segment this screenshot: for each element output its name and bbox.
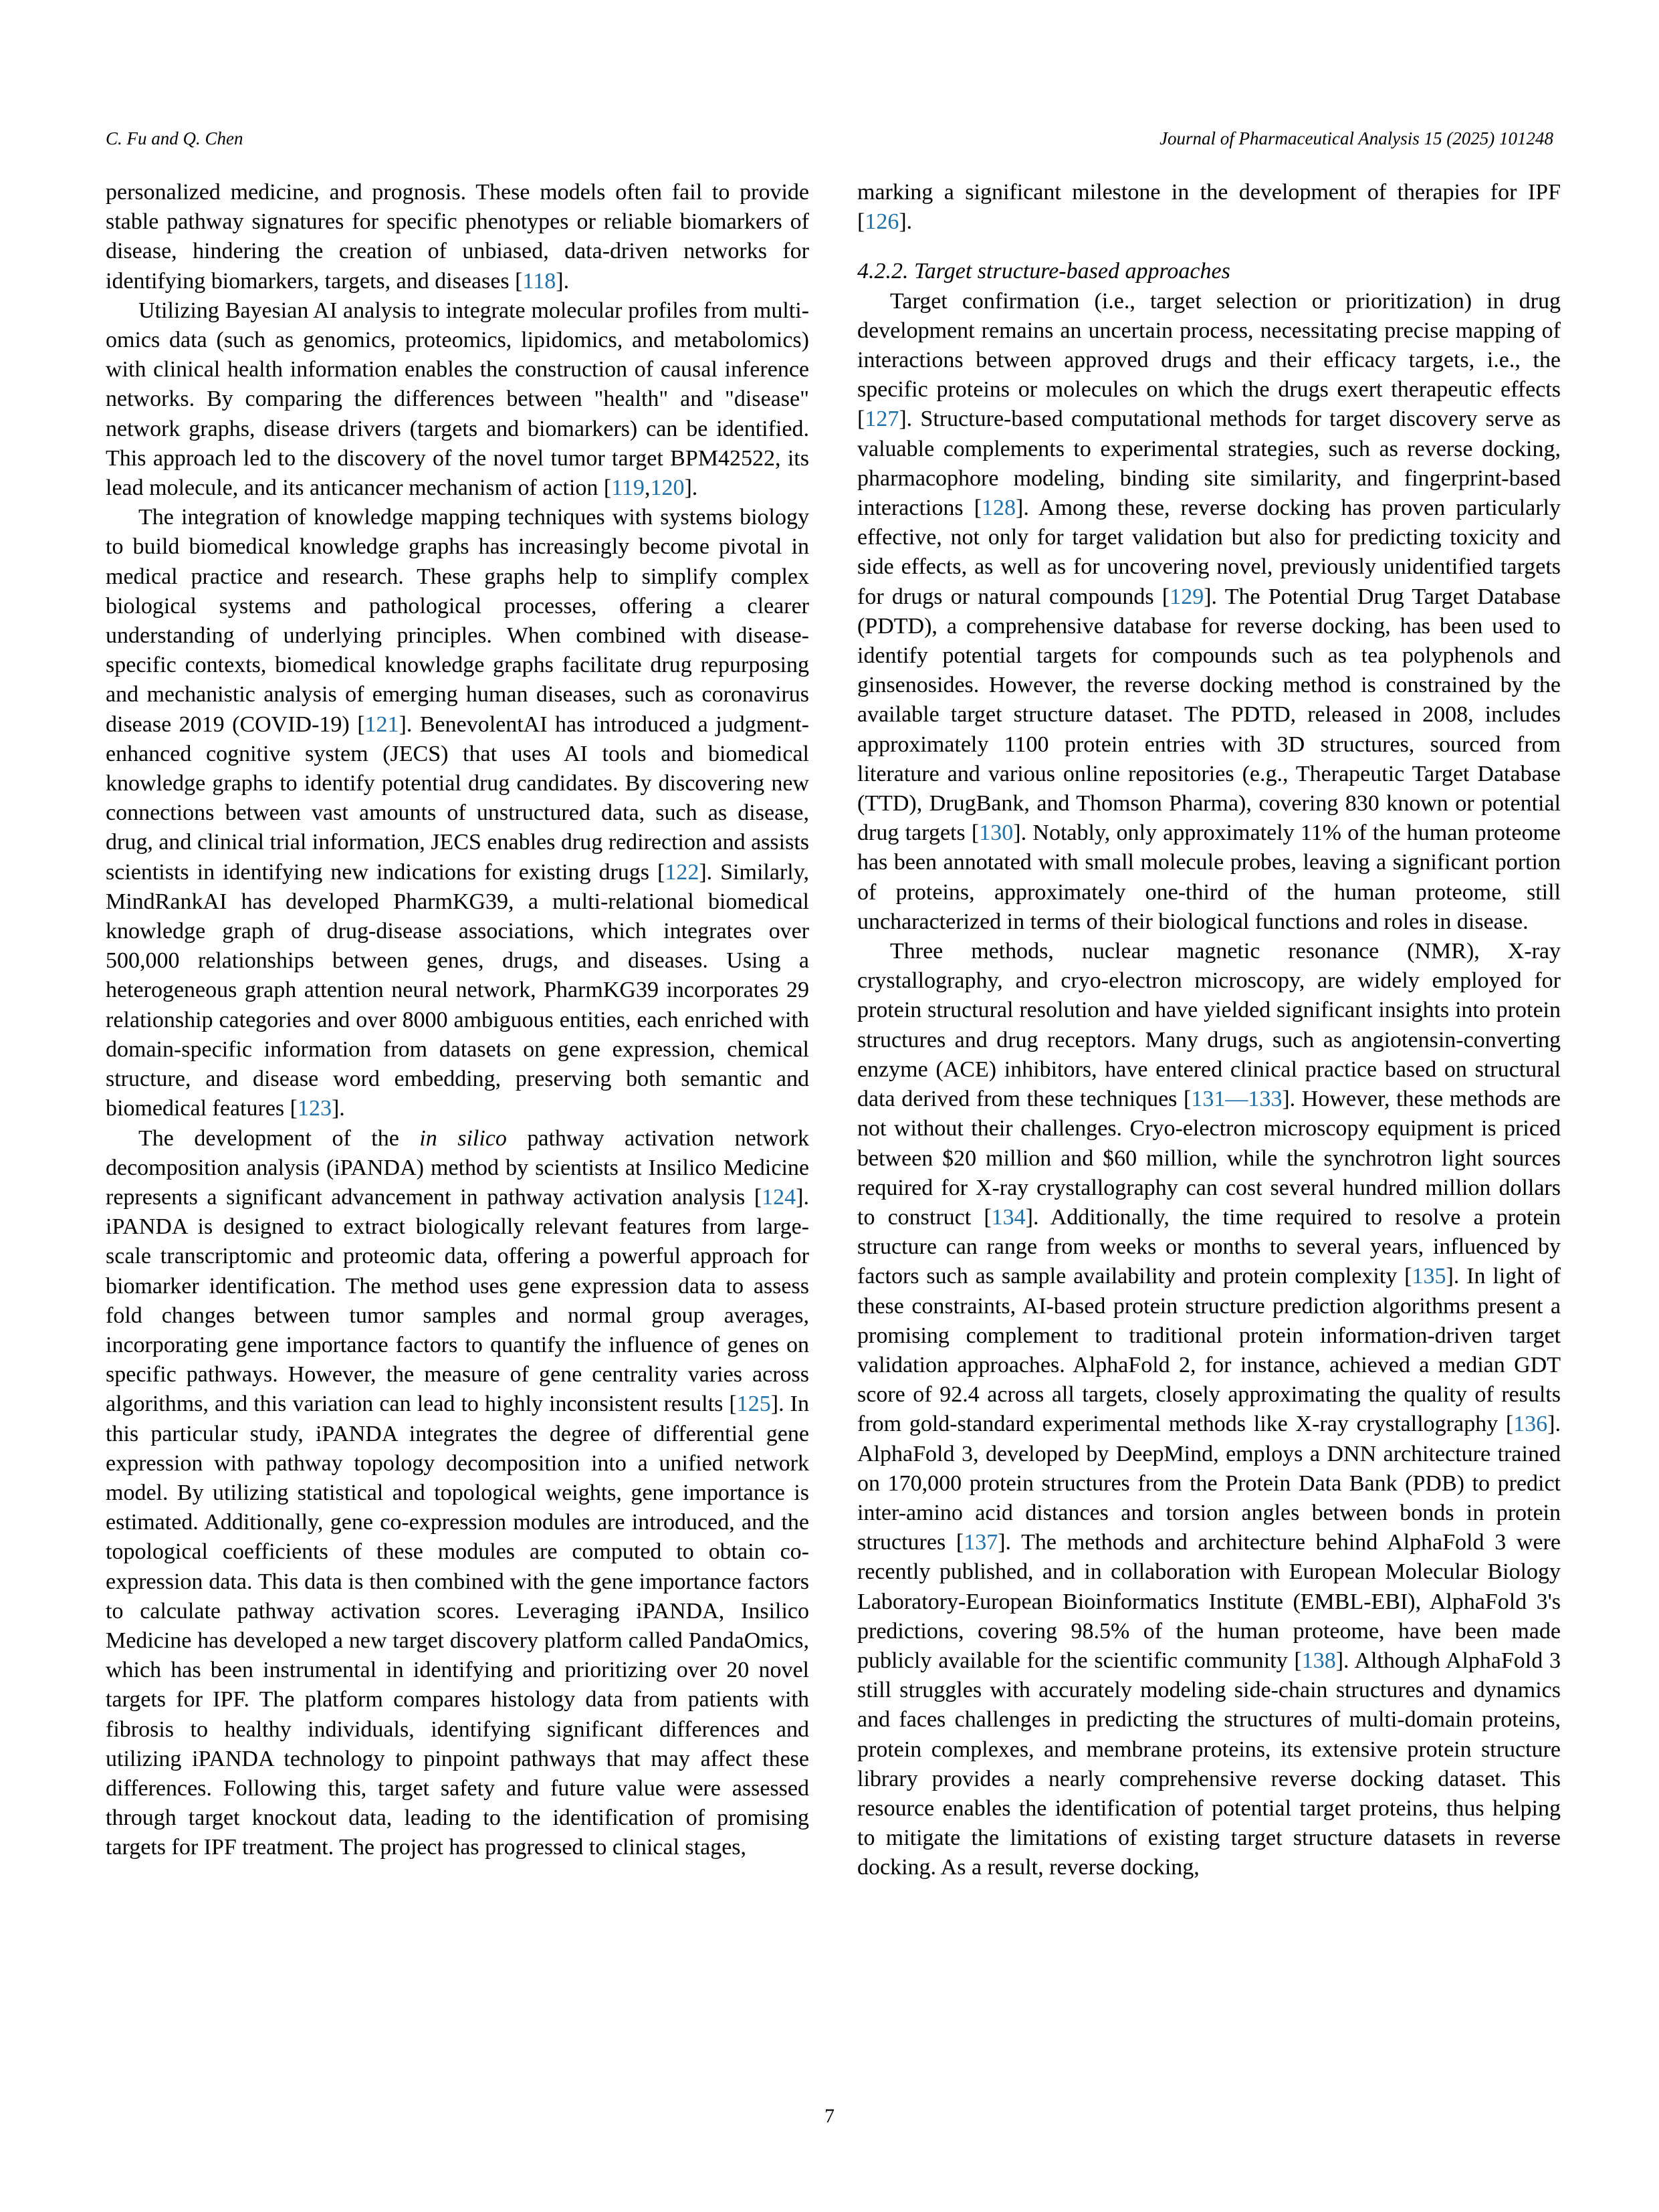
citation-link[interactable]: 118 [522,268,556,294]
text-run: ]. Among these, reverse docking has proven particularly effective, not only for target validation but also for predicting toxicity and side effects, as well as for uncovering novel, previously unidentified targets for drugs or natural compounds [ [857,495,1561,609]
citation-link[interactable]: 129 [1170,584,1204,609]
text-run: ]. In this particular study, iPANDA integrates the degree of differential gene expression with pathway topology decomposition into a unified network model. By utilizing statistical and topological weights, gene importance is estimated. Additionally, gene co-expression modules are introduced, and the topological coefficients of these modules are computed to obtain co-expression data. This data is then combined with the gene importance factors to calculate pathway activation scores. Leveraging iPANDA, Insilico Medicine has developed a new target discovery platform called PandaOmics, which has been instrumental in identifying and prioritizing over 20 novel targets for IPF. The platform compares histology data from patients with fibrosis to healthy individuals, identifying significant differences and utilizing iPANDA technology to pinpoint pathways that may affect these differences. Following this, target safety and future value were assessed through target knockout data, leading to the identification of promising targets for IPF treatment. The project has progressed to clinical stages, [106,1392,810,1860]
paragraph [106,503,809,1123]
paragraph [106,296,809,503]
text-run: The integration of knowledge mapping techniques with systems biology to build biomedical knowledge graphs has increasingly become pivotal in medical practice and research. These graphs help to simplify complex biological systems and pathological processes, offering a clearer understanding of underlying principles. When combined with disease-specific contexts, biomedical knowledge graphs facilitate drug repurposing and mechanistic analysis of emerging human diseases, such as coronavirus disease 2019 (COVID-19) [ [106,505,809,737]
italic-term: in silico [419,1125,507,1151]
text-run: ]. [899,209,913,235]
text-run: ]. BenevolentAI has introduced a judgment-enhanced cognitive system (JECS) that uses AI tools and biomedical knowledge graphs to identify potential drug candidates. By discovering new connections between vast amounts of unstructured data, such as disease, drug, and clinical trial information, JECS enables drug redirection and assists scientists in identifying new indications for existing drugs [ [106,711,809,885]
citation-link[interactable]: 119 [611,475,645,501]
running-header-authors: C. Fu and Q. Chen [106,128,243,148]
citation-link[interactable]: 127 [865,407,899,432]
text-run: ]. Additionally, the time required to resolve a protein structure can range from weeks or months to several years, influenced by factors such as sample availability and protein complexity [ [857,1204,1561,1289]
paragraph [106,1124,809,1863]
citation-link[interactable]: 136 [1513,1412,1548,1437]
page-number: 7 [824,2105,835,2127]
right-column [857,178,1561,1883]
paragraph [857,937,1561,1883]
paragraph [857,287,1561,937]
citation-link[interactable]: 126 [865,209,899,235]
citation-link[interactable]: 121 [364,711,399,737]
text-run: ]. [331,1096,345,1121]
text-run: Utilizing Bayesian AI analysis to integrate molecular profiles from multi-omics data (such as genomics, proteomics, lipidomics, and metabolomics) with clinical health information enables the construction of causal inference networks. By comparing the differences between "health" and "disease" network graphs, disease drivers (targets and biomarkers) can be identified. This approach led to the discovery of the novel tumor target BPM42522, its lead molecule, and its anticancer mechanism of action [ [106,298,809,501]
text-run: ]. [556,268,570,294]
text-run: ]. Although AlphaFold 3 still struggles with accurately modeling side-chain structures and dynamics and faces challenges in predicting the structures of multi-domain proteins, protein complexes, and membrane proteins, its extensive protein structure library provides a nearly comprehensive reverse docking dataset. This resource enables the identification of potential target proteins, thus helping to mitigate the limitations of existing target structure datasets in reverse docking. As a result, reverse docking, [857,1648,1561,1880]
citation-link[interactable]: 125 [736,1392,771,1417]
text-run: personalized medicine, and prognosis. These models often fail to provide stable pathway signatures for specific phenotypes or reliable biomarkers of disease, hindering the creation of unbiased, data-driven networks for identifying biomarkers, targets, and diseases [ [106,180,809,294]
citation-link[interactable]: 123 [297,1096,332,1121]
text-run: ]. AlphaFold 3, developed by DeepMind, employs a DNN architecture trained on 170,000 protein structures from the Protein Data Bank (PDB) to predict inter-amino acid distances and torsion angles between bonds in protein structures [ [857,1412,1561,1555]
text-run: ]. The methods and architecture behind AlphaFold 3 were recently published, and in collaboration with European Molecular Biology Laboratory-European Bioinformatics Institute (EMBL-EBI), AlphaFold 3's predictions, covering 98.5% of the human proteome, have been made publicly available for the scientific community [ [857,1530,1561,1673]
citation-link[interactable]: 124 [762,1184,796,1210]
text-run: The development of the [138,1125,420,1151]
text-run: ]. Notably, only approximately 11% of the human proteome has been annotated with small molecule probes, leaving a significant portion of proteins, approximately one-third of the human proteome, still uncharacterized in terms of their biological functions and roles in disease. [857,820,1561,934]
citation-link[interactable]: 130 [979,820,1014,846]
running-header-journal: Journal of Pharmaceutical Analysis 15 (2025) 101248 [1159,128,1553,148]
citation-link[interactable]: 131—133 [1191,1087,1283,1112]
text-run: ]. iPANDA is designed to extract biologically relevant features from large-scale transcriptomic and proteomic data, offering a powerful approach for biomarker identification. The method uses gene expression data to assess fold changes between tumor samples and normal group averages, incorporating gene importance factors to quantify the influence of genes on specific pathways. However, the measure of gene centrality varies across algorithms, and this variation can lead to highly inconsistent results [ [106,1184,809,1417]
text-run: ]. In light of these constraints, AI-based protein structure prediction algorithms present a promising complement to traditional protein information-driven target validation approaches. AlphaFold 2, for instance, achieved a median GDT score of 92.4 across all targets, closely approximating the quality of results from gold-standard experimental methods like X-ray crystallography [ [857,1264,1561,1437]
text-run: Target confirmation (i.e., target selection or prioritization) in drug development remains an uncertain process, necessitating precise mapping of interactions between approved drugs and their efficacy targets, i.e., the specific proteins or molecules on which the drugs exert therapeutic effects [ [857,288,1561,432]
citation-link[interactable]: 128 [982,495,1016,521]
text-run: marking a significant milestone in the development of therapies for IPF [ [857,180,1561,235]
text-run: ]. Structure-based computational methods for target discovery serve as valuable complements to experimental strategies, such as reverse docking, pharmacophore modeling, binding site similarity, and fingerprint-based interactions [ [857,407,1561,521]
section-heading: 4.2.2. Target structure-based approaches [857,259,1230,284]
paragraph [106,178,809,296]
text-run: Three methods, nuclear magnetic resonance (NMR), X-ray crystallography, and cryo-electron microscopy, are widely employed for protein structural resolution and have yielded significant insights into protein structures and drug receptors. Many drugs, such as angiotensin-converting enzyme (ACE) inhibitors, have entered clinical practice based on structural data derived from these techniques [ [857,939,1561,1112]
text-run: ]. The Potential Drug Target Database (PDTD), a comprehensive database for reverse docking, has been used to identify potential targets for compounds such as tea polyphenols and ginsenosides. However, the reverse docking method is constrained by the available target structure dataset. The PDTD, released in 2008, includes approximately 1100 protein entries with 3D structures, sourced from literature and various online repositories (e.g., Therapeutic Target Database (TTD), DrugBank, and Thomson Pharma), covering 830 known or potential drug targets [ [857,584,1561,846]
text-run: ]. However, these methods are not without their challenges. Cryo-electron microscopy equipment is priced between $20 million and $60 million, while the synchrotron light sources required for X-ray crystallography can cost several hundred million dollars to construct [ [857,1087,1561,1230]
citation-link[interactable]: 137 [964,1530,998,1555]
text-run: pathway activation network decomposition analysis (iPANDA) method by scientists at Insilico Medicine represents a significant advancement in pathway activation analysis [ [106,1125,809,1210]
citation-link[interactable]: 138 [1301,1648,1336,1673]
citation-link[interactable]: 122 [665,859,699,885]
paragraph [857,178,1561,237]
citation-link[interactable]: 134 [991,1204,1026,1230]
left-column [106,178,809,1863]
text-run: , [644,475,651,501]
citation-link[interactable]: 135 [1412,1264,1446,1289]
text-run: ]. [684,475,698,501]
text-run: ]. Similarly, MindRankAI has developed PharmKG39, a multi-relational biomedical knowledge graph of drug-disease associations, which integrates over 500,000 relationships between genes, drugs, and diseases. Using a heterogeneous graph attention neural network, PharmKG39 incorporates 29 relationship categories and over 8000 ambiguous entities, each enriched with domain-specific information from datasets on gene expression, chemical structure, and disease word embedding, preserving both semantic and biomedical features [ [106,859,809,1121]
citation-link[interactable]: 120 [650,475,685,501]
